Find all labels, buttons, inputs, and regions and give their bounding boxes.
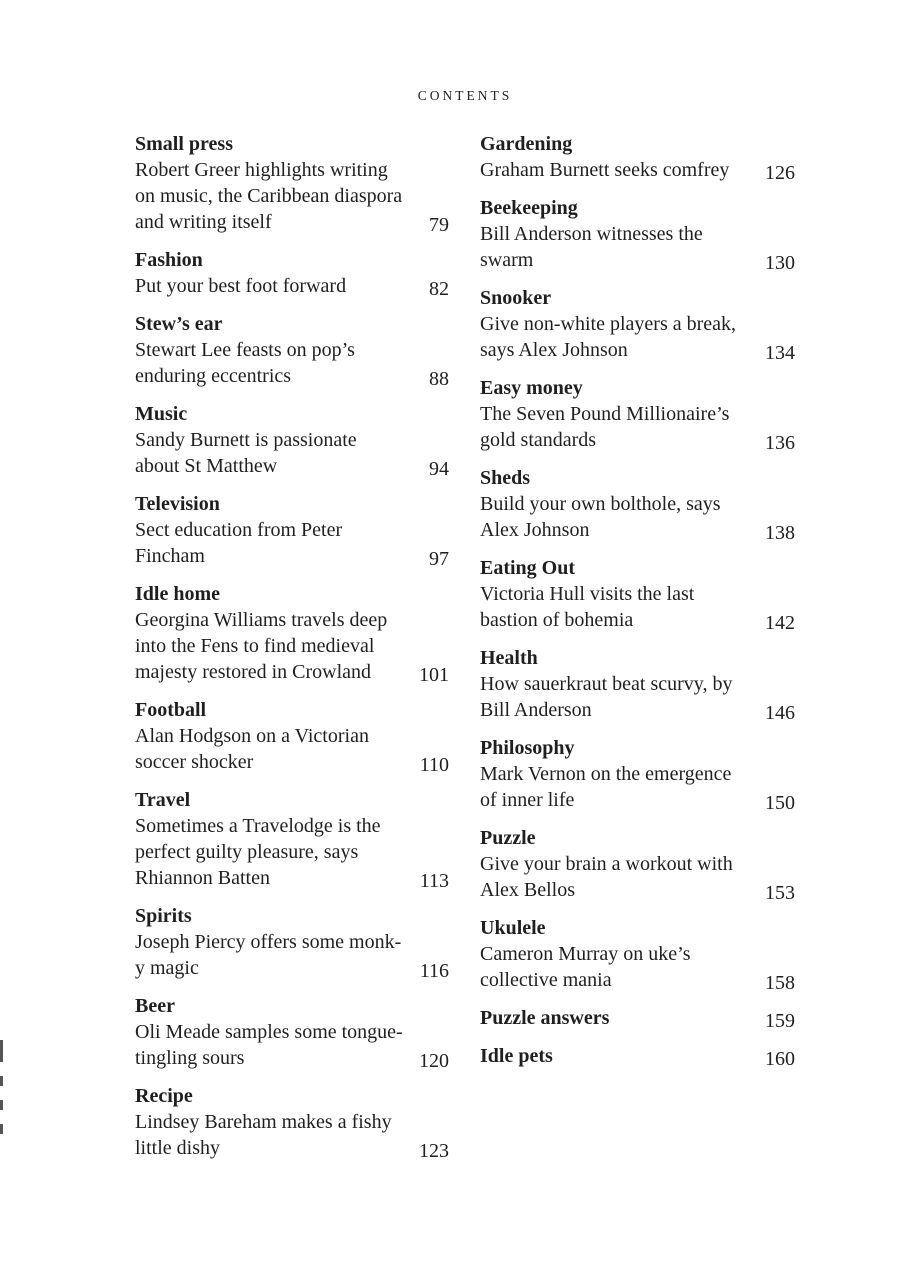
entry-title: Football [135,699,207,721]
entry-page-number: 150 [765,792,795,814]
entry-title: Idle pets [480,1045,553,1067]
entry-description: The Seven Pound Millionaire’s gold standards [480,403,730,451]
entry-page-number: 136 [765,432,795,454]
entry-page-number: 79 [429,214,449,236]
contents-entry[interactable] [135,787,449,891]
contents-entry[interactable] [480,375,795,453]
entry-title: Television [135,493,220,515]
entry-description: Oli Meade samples some tongue-tingling sours [135,1021,403,1069]
entry-description: Georgina Williams travels deep into the Fens to find medieval majesty restored in Crowland [135,609,388,683]
entry-title: Small press [135,133,233,155]
entry-page-number: 160 [765,1048,795,1070]
contents-entry[interactable] [135,1083,449,1161]
entry-title: Puzzle [480,827,536,849]
contents-entry[interactable] [480,555,795,633]
entry-title: Beer [135,995,175,1017]
entry-page-number: 88 [429,368,449,390]
entry-page-number: 120 [419,1050,449,1072]
entry-page-number: 146 [765,702,795,724]
entry-title: Spirits [135,905,192,927]
contents-entry[interactable] [480,645,795,723]
contents-entry[interactable] [135,247,449,299]
entry-description: Cameron Murray on uke’s collective mania [480,943,691,991]
entry-title: Stew’s ear [135,313,223,335]
entry-title: Easy money [480,377,583,399]
entry-description: How sauerkraut beat scurvy, by Bill Anderson [480,673,733,721]
entry-page-number: 101 [419,664,449,686]
entry-title: Snooker [480,287,552,309]
entry-description: Stewart Lee feasts on pop’s enduring eccentrics [135,339,355,387]
contents-entry[interactable] [135,401,449,479]
entry-page-number: 123 [419,1140,449,1162]
entry-description: Build your own bolthole, says Alex Johnson [480,493,721,541]
entry-page-number: 130 [765,252,795,274]
entry-description: Give your brain a workout with Alex Bellos [480,853,733,901]
contents-entry[interactable] [480,285,795,363]
entry-title: Fashion [135,249,203,271]
contents-entry[interactable] [480,195,795,273]
entry-page-number: 126 [765,162,795,184]
contents-entry[interactable] [480,915,795,993]
entry-title: Idle home [135,583,220,605]
entry-page-number: 110 [419,754,449,776]
entry-title: Sheds [480,467,531,489]
entry-page-number: 97 [429,548,449,570]
contents-entry[interactable] [135,131,449,235]
entry-description: Joseph Piercy offers some monk-y magic [135,931,402,979]
contents-entry[interactable] [135,581,449,685]
entry-page-number: 94 [429,458,449,480]
contents-entry[interactable] [480,131,795,183]
entry-title: Recipe [135,1085,193,1107]
contents-entry[interactable] [480,735,795,813]
contents-entry[interactable] [480,1043,795,1069]
entry-title: Puzzle answers [480,1007,610,1029]
entry-page-number: 142 [765,612,795,634]
entry-description: Robert Greer highlights writing on music, the Caribbean diaspora and writing itself [135,159,403,233]
entry-title: Eating Out [480,557,576,579]
entry-title: Gardening [480,133,573,155]
entry-description: Mark Vernon on the emergence of inner life [480,763,732,811]
entry-title: Music [135,403,188,425]
entry-title: Travel [135,789,191,811]
entry-page-number: 158 [765,972,795,994]
margin-binding-marks [0,1040,6,1148]
entry-page-number: 153 [765,882,795,904]
contents-column-right [480,131,795,1081]
entry-description: Bill Anderson witnesses the swarm [480,223,703,271]
entry-title: Beekeeping [480,197,578,219]
contents-entry[interactable] [480,1005,795,1031]
entry-title: Health [480,647,538,669]
entry-description: Alan Hodgson on a Victorian soccer shocker [135,725,369,773]
contents-entry[interactable] [135,697,449,775]
entry-description: Victoria Hull visits the last bastion of bohemia [480,583,695,631]
contents-entry[interactable] [135,993,449,1071]
entry-page-number: 138 [765,522,795,544]
entry-page-number: 113 [419,870,449,892]
entry-title: Ukulele [480,917,546,939]
contents-entry[interactable] [480,465,795,543]
entry-page-number: 159 [765,1010,795,1032]
contents-entry[interactable] [480,825,795,903]
contents-entry[interactable] [135,491,449,569]
entry-description: Give non-white players a break, says Alex Johnson [480,313,737,361]
entry-page-number: 82 [429,278,449,300]
entry-description: Sandy Burnett is passionate about St Matthew [135,429,357,477]
entry-page-number: 116 [419,960,449,982]
page-heading: CONTENTS [417,88,513,103]
entry-title: Philosophy [480,737,575,759]
contents-entry[interactable] [135,311,449,389]
contents-column-left [135,131,449,1173]
entry-description: Graham Burnett seeks comfrey [480,159,730,181]
entry-description: Sect education from Peter Fincham [135,519,343,567]
entry-description: Lindsey Bareham makes a fishy little dishy [135,1111,392,1159]
contents-entry[interactable] [135,903,449,981]
entry-page-number: 134 [765,342,795,364]
entry-description: Put your best foot forward [135,275,347,297]
entry-description: Sometimes a Travelodge is the perfect guilty pleasure, says Rhiannon Batten [135,815,381,889]
